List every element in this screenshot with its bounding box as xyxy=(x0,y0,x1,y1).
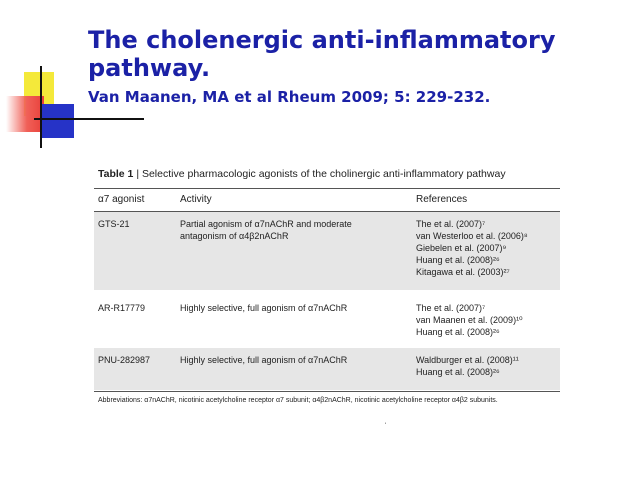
decor-red-square xyxy=(6,96,44,132)
rule-bottom xyxy=(94,391,560,392)
reference-item: Huang et al. (2008)²⁶ xyxy=(416,327,500,337)
reference-item: Kitagawa et al. (2003)²⁷ xyxy=(416,267,510,277)
reference-item: van Westerloo et al. (2006)⁸ xyxy=(416,231,528,241)
header-activity: Activity xyxy=(180,194,212,205)
reference-item: Waldburger et al. (2008)¹¹ xyxy=(416,355,519,365)
row2-agonist: AR-R17779 xyxy=(98,303,146,313)
reference-item: van Maanen et al. (2009)¹⁰ xyxy=(416,315,523,325)
table-header-row xyxy=(92,194,562,210)
row3-references xyxy=(416,354,519,378)
table-caption-text: Selective pharmacologic agonists of the cholinergic anti-inflammatory pathway xyxy=(141,168,506,180)
row3-agonist: PNU-282987 xyxy=(98,355,151,365)
rule-top xyxy=(94,188,560,189)
reference-item: Huang et al. (2008)²⁶ xyxy=(416,367,500,377)
decor-blue-square xyxy=(42,104,74,138)
table-abbreviations: Abbreviations: α7nAChR, nicotinic acetylcholine receptor α7 subunit; α4β2nAChR, nicotinic acetylcholine receptor α4β2 subunits. xyxy=(98,397,498,404)
slide-citation: Van Maanen, MA et al Rheum 2009; 5: 229-232. xyxy=(88,88,491,106)
row1-references xyxy=(416,218,528,278)
reference-item: Huang et al. (2008)²⁶ xyxy=(416,255,500,265)
row1-agonist: GTS-21 xyxy=(98,219,130,229)
row2-references xyxy=(416,302,523,338)
table-caption-separator: | xyxy=(133,168,142,180)
stray-mark: ˌ xyxy=(384,414,387,424)
reference-item: The et al. (2007)⁷ xyxy=(416,303,486,313)
header-agonist: α7 agonist xyxy=(98,194,145,205)
reference-item: Giebelen et al. (2007)⁹ xyxy=(416,243,507,253)
row2-activity: Highly selective, full agonism of α7nAChR xyxy=(180,303,348,313)
table-label: Table 1 xyxy=(98,168,134,180)
decor-vertical-line xyxy=(40,66,42,148)
reference-item: The et al. (2007)⁷ xyxy=(416,219,486,229)
scanned-table xyxy=(92,160,562,424)
decor-horizontal-line xyxy=(34,118,144,120)
row3-activity: Highly selective, full agonism of α7nAChR xyxy=(180,355,348,365)
table-caption xyxy=(98,168,556,181)
header-references: References xyxy=(416,194,468,205)
slide-title: The cholenergic anti-inflammatory pathway. xyxy=(88,26,556,82)
row1-activity: Partial agonism of α7nAChR and moderate antagonism of α4β2nAChR xyxy=(180,219,352,241)
